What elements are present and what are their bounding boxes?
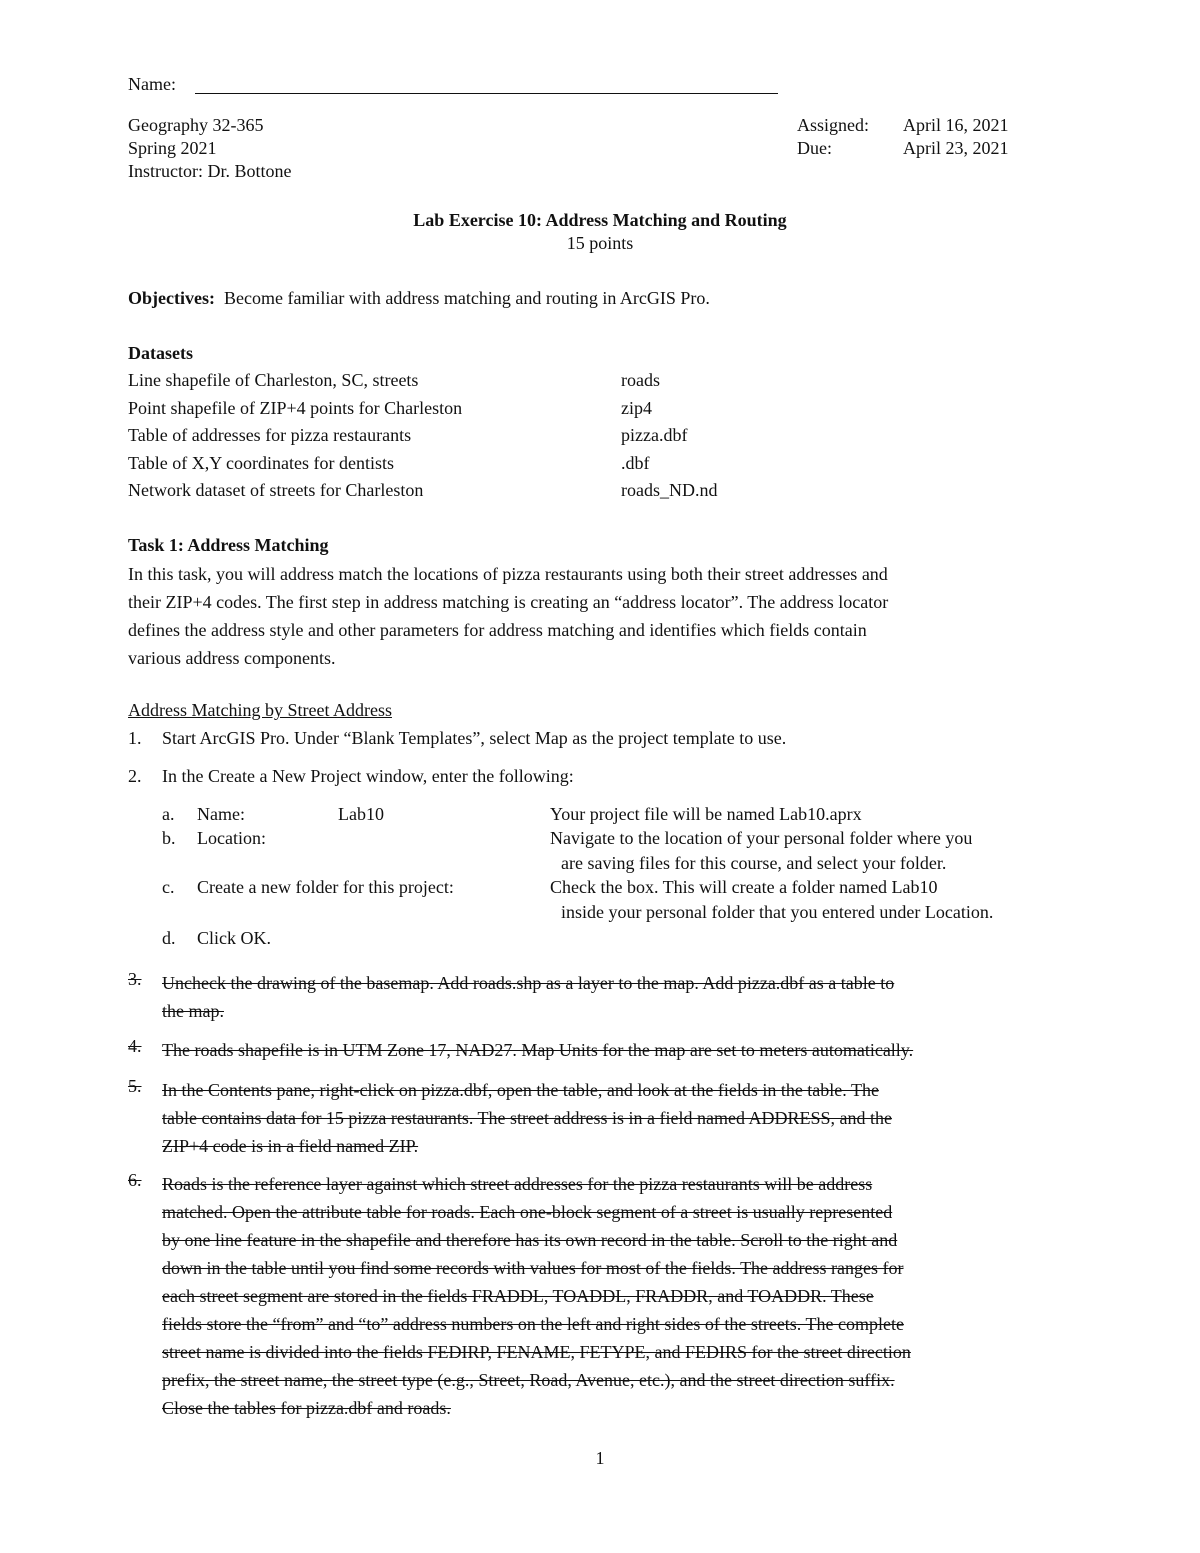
- substep-letter: b.: [162, 828, 176, 848]
- dataset-file: pizza.dbf: [621, 425, 688, 445]
- step-1-text: Start ArcGIS Pro. Under “Blank Templates”, select Map as the project template to use.: [162, 728, 787, 748]
- step-4-line: The roads shapefile is in UTM Zone 17, NAD27. Map Units for the map are set to meters automatically.: [162, 1040, 914, 1060]
- dataset-description: Line shapefile of Charleston, SC, streets: [128, 370, 419, 390]
- task1-intro: [128, 560, 1078, 672]
- step-2-text: In the Create a New Project window, enter the following:: [162, 766, 574, 786]
- substep-b-note-line: are saving files for this course, and select your folder.: [561, 853, 947, 873]
- dataset-description: Table of addresses for pizza restaurants: [128, 425, 412, 445]
- address-matching-subheading: Address Matching by Street Address: [128, 700, 392, 720]
- objectives-line: [128, 288, 710, 309]
- substep-a-note: Your project file will be named Lab10.aprx: [550, 804, 862, 824]
- step-6-line: by one line feature in the shapefile and therefore has its own record in the table. Scroll to the right and: [162, 1230, 898, 1250]
- page-title: Lab Exercise 10: Address Matching and Routing: [413, 210, 787, 230]
- step-number: 6.: [128, 1170, 142, 1190]
- step-3-text: [162, 969, 1072, 1025]
- step-6-line: each street segment are stored in the fields FRADDL, TOADDL, FRADDR, and TOADDR. These: [162, 1286, 874, 1306]
- dataset-file: .dbf: [621, 453, 650, 473]
- dataset-description: Table of X,Y coordinates for dentists: [128, 453, 395, 473]
- dataset-description: Network dataset of streets for Charleston: [128, 480, 424, 500]
- term-label: Spring 2021: [128, 138, 217, 158]
- task1-intro-line: their ZIP+4 codes. The first step in address matching is creating an “address locator”. The address locator: [128, 592, 889, 612]
- substep-c-note-line: inside your personal folder that you entered under Location.: [561, 902, 994, 922]
- dataset-row: [128, 370, 828, 398]
- step-3-line: Uncheck the drawing of the basemap. Add roads.shp as a layer to the map. Add pizza.dbf as a table to: [162, 973, 895, 993]
- page-number: 1: [595, 1448, 605, 1468]
- substep-b-label: Location:: [197, 828, 266, 848]
- step-6-line: fields store the “from” and “to” address numbers on the left and right sides of the streets. The complete: [162, 1314, 904, 1334]
- substep-letter: c.: [162, 877, 175, 897]
- step-5-line: table contains data for 15 pizza restaurants. The street address is in a field named ADDRESS, and the: [162, 1108, 892, 1128]
- dataset-row: [128, 425, 828, 453]
- name-field-line[interactable]: [195, 93, 778, 94]
- step-6-line: prefix, the street name, the street type (e.g., Street, Road, Avenue, etc.), and the street direction suffix.: [162, 1370, 895, 1390]
- substep-a-label: Name:: [197, 804, 245, 824]
- dataset-description: Point shapefile of ZIP+4 points for Charleston: [128, 398, 463, 418]
- step-6-text: [162, 1170, 1072, 1422]
- task1-intro-line: various address components.: [128, 648, 336, 668]
- dataset-file: zip4: [621, 398, 652, 418]
- dataset-row: [128, 480, 828, 508]
- datasets-heading: Datasets: [128, 343, 193, 363]
- substep-c-note-line: Check the box. This will create a folder named Lab10: [550, 877, 938, 897]
- objectives-text: Become familiar with address matching and routing in ArcGIS Pro.: [223, 288, 710, 308]
- course-label: Geography 32-365: [128, 115, 264, 135]
- points-subtitle: 15 points: [566, 233, 634, 253]
- assigned-date: April 16, 2021: [903, 115, 1009, 135]
- step-5-line: In the Contents pane, right-click on pizza.dbf, open the table, and look at the fields in the table. The: [162, 1080, 879, 1100]
- name-label: Name:: [128, 74, 176, 94]
- step-6-line: matched. Open the attribute table for roads. Each one-block segment of a street is usually represented: [162, 1202, 893, 1222]
- substep-d-label: Click OK.: [197, 928, 271, 948]
- step-number: 3.: [128, 969, 142, 989]
- step-6-line: Close the tables for pizza.dbf and roads.: [162, 1398, 451, 1418]
- substep-c-label: Create a new folder for this project:: [197, 877, 454, 897]
- dataset-row: [128, 398, 828, 426]
- step-6-line: down in the table until you find some records with values for most of the fields. The address ranges for: [162, 1258, 904, 1278]
- substep-letter: a.: [162, 804, 175, 824]
- step-6-line: street name is divided into the fields FEDIRP, FENAME, FETYPE, and FEDIRS for the street direction: [162, 1342, 911, 1362]
- instructor-label: Instructor: Dr. Bottone: [128, 161, 292, 181]
- task1-intro-line: In this task, you will address match the locations of pizza restaurants using both their street addresses and: [128, 564, 888, 584]
- step-5-text: [162, 1076, 1072, 1160]
- assigned-label: Assigned:: [797, 115, 869, 135]
- task1-heading: Task 1: Address Matching: [128, 535, 329, 555]
- step-number: 2.: [128, 766, 142, 786]
- step-6-line: Roads is the reference layer against which street addresses for the pizza restaurants will be address: [162, 1174, 873, 1194]
- dataset-row: [128, 453, 828, 481]
- dataset-file: roads: [621, 370, 660, 390]
- dataset-file: roads_ND.nd: [621, 480, 718, 500]
- step-number: 1.: [128, 728, 142, 748]
- step-5-line: ZIP+4 code is in a field named ZIP.: [162, 1136, 419, 1156]
- step-4-text: [162, 1036, 1072, 1064]
- step-number: 4.: [128, 1036, 142, 1056]
- substep-b-note-line: Navigate to the location of your personal folder where you: [550, 828, 973, 848]
- due-date: April 23, 2021: [903, 138, 1009, 158]
- objectives-label: Objectives:: [128, 288, 215, 308]
- step-number: 5.: [128, 1076, 142, 1096]
- substep-a-value: Lab10: [338, 804, 384, 824]
- substep-letter: d.: [162, 928, 176, 948]
- task1-intro-line: defines the address style and other parameters for address matching and identifies which fields contain: [128, 620, 867, 640]
- step-3-line: the map.: [162, 1001, 224, 1021]
- due-label: Due:: [797, 138, 832, 158]
